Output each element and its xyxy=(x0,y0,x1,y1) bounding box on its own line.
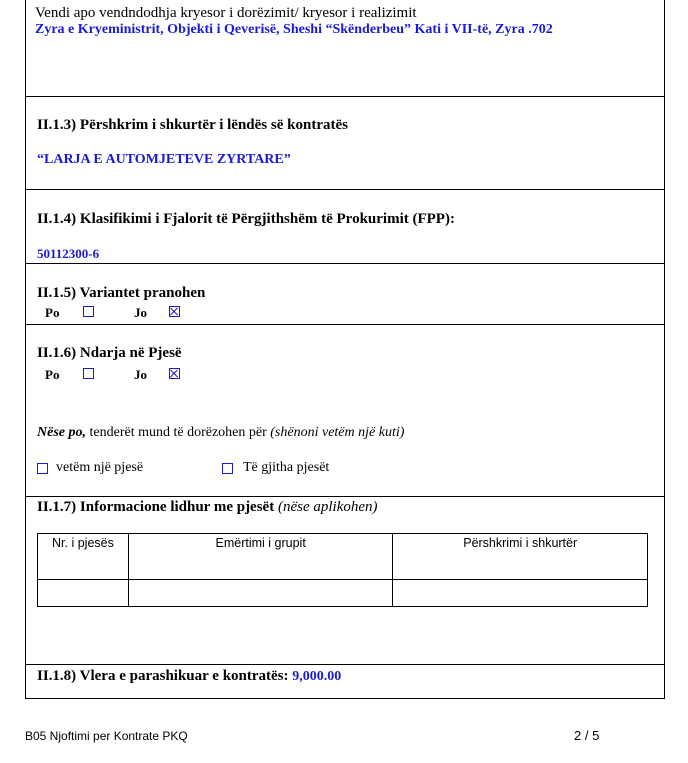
col-lot-number: Nr. i pjesës xyxy=(38,534,129,580)
lots-instruction-note: (shënoni vetëm një kuti) xyxy=(270,425,405,440)
lots-po-label: Po xyxy=(45,367,60,382)
lots-jo-checkbox[interactable] xyxy=(169,368,180,379)
lots-instruction-lead: Nëse po, xyxy=(37,425,86,440)
section-ii-1-4 xyxy=(26,190,664,264)
single-lot-label: vetëm një pjesë xyxy=(56,460,144,475)
cell-lot-number[interactable] xyxy=(38,580,129,607)
lots-jo-label: Jo xyxy=(134,367,147,382)
all-lots-label: Të gjitha pjesët xyxy=(243,460,330,475)
section-ii-1-8-heading xyxy=(37,668,341,685)
section-ii-1-7-title: II.1.7) Informacione lidhur me pjesët xyxy=(37,499,275,515)
section-ii-1-5-title: II.1.5) Variantet pranohen xyxy=(37,285,206,301)
col-group-name: Emërtimi i grupit xyxy=(128,534,393,580)
lots-instruction-text: tenderët mund të dorëzohen për xyxy=(86,425,271,440)
section-ii-1-5 xyxy=(26,264,664,325)
section-ii-1-8 xyxy=(26,665,664,699)
section-ii-1-7-heading xyxy=(37,499,378,516)
section-ii-1-8-title: II.1.8) Vlera e parashikuar e kontratës: xyxy=(37,668,289,684)
location-label: Vendi apo vendndodhja kryesor i dorëzimit/ kryesor i realizimit xyxy=(35,5,417,21)
section-ii-1-7-note: (nëse aplikohen) xyxy=(277,499,378,515)
section-ii-1-6-title: II.1.6) Ndarja në Pjesë xyxy=(37,345,182,361)
contract-subject-value: “LARJA E AUTOMJETEVE ZYRTARE” xyxy=(37,152,291,167)
estimated-value: 9,000.00 xyxy=(292,669,342,684)
section-ii-1-3-title: II.1.3) Përshkrim i shkurtër i lëndës së kontratës xyxy=(37,117,348,133)
cell-group-name[interactable] xyxy=(128,580,393,607)
table-row xyxy=(38,580,648,607)
cell-short-description[interactable] xyxy=(393,580,648,607)
variants-jo-label: Jo xyxy=(134,305,147,320)
lots-table xyxy=(37,533,648,607)
section-ii-1-4-title: II.1.4) Klasifikimi i Fjalorit të Përgjithshëm të Prokurimit (FPP): xyxy=(37,211,455,227)
location-value: Zyra e Kryeministrit, Objekti i Qeverisë, Sheshi “Skënderbeu” Kati i VII-të, Zyra .702 xyxy=(35,22,553,37)
section-ii-1-6 xyxy=(26,325,664,497)
variants-jo-checkbox[interactable] xyxy=(169,306,180,317)
form-frame xyxy=(25,0,665,699)
variants-po-label: Po xyxy=(45,305,60,320)
variants-po-checkbox[interactable] xyxy=(83,306,94,317)
footer-form-name: B05 Njoftimi per Kontrate PKQ xyxy=(25,729,188,743)
lots-instruction xyxy=(37,425,404,441)
location-section xyxy=(26,0,664,97)
single-lot-checkbox[interactable] xyxy=(37,463,48,474)
col-short-description: Përshkrimi i shkurtër xyxy=(393,534,648,580)
section-ii-1-7 xyxy=(26,497,664,665)
page-number: 2 / 5 xyxy=(574,728,600,743)
lots-po-checkbox[interactable] xyxy=(83,368,94,379)
lots-table-header xyxy=(38,534,648,580)
all-lots-checkbox[interactable] xyxy=(222,463,233,474)
cpv-code-value: 50112300-6 xyxy=(37,246,100,261)
section-ii-1-3 xyxy=(26,97,664,190)
